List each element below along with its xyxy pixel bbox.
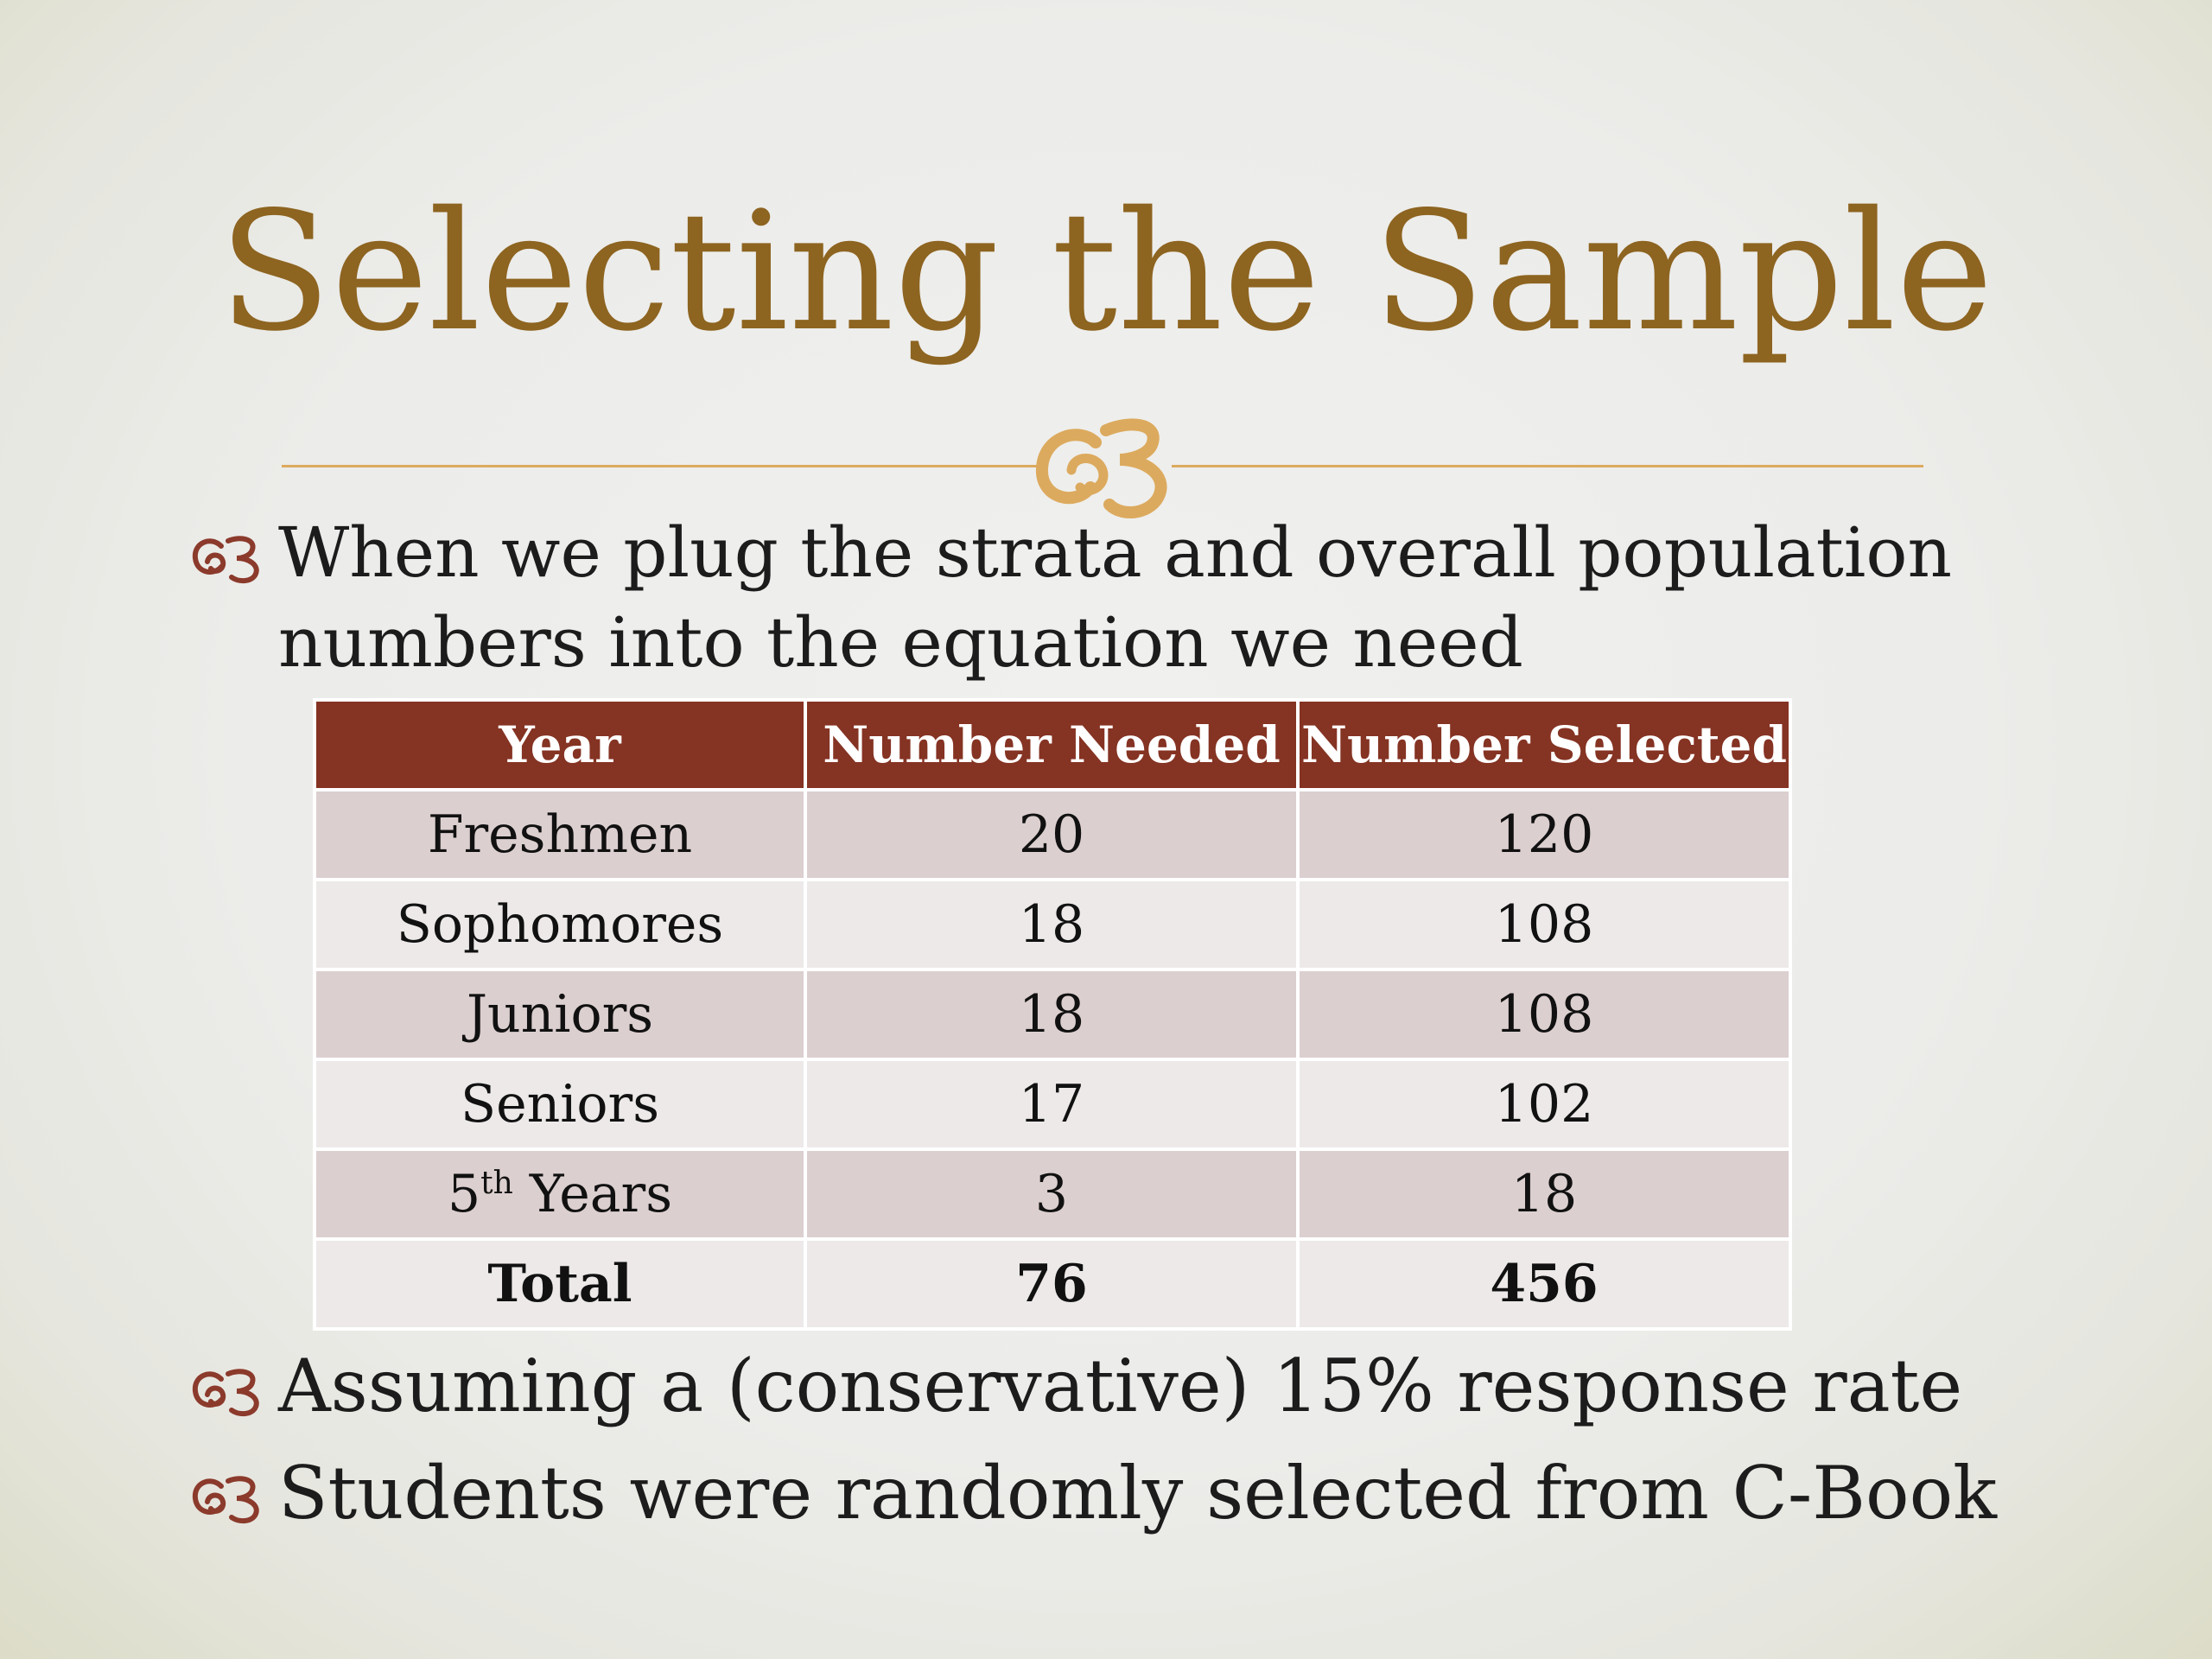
cell-selected: 102: [1298, 1059, 1790, 1149]
bullet-strata: [190, 508, 2091, 688]
year-number: 5: [447, 1164, 481, 1224]
title-divider-left: [282, 465, 1042, 467]
title-divider-right: [1172, 465, 1923, 467]
table-header-row: [315, 700, 1790, 790]
bullet-strata-line1: When we plug the strata and overall population: [278, 512, 1953, 593]
cell-needed: 20: [805, 790, 1298, 880]
cell-needed: 18: [805, 880, 1298, 969]
bullet-strata-line2: numbers into the equation we need: [278, 602, 1523, 683]
table-row: [315, 880, 1790, 969]
table-row: [315, 1059, 1790, 1149]
header-number-selected: Number Selected: [1298, 700, 1790, 790]
bullet-random-selection-text: Students were randomly selected from C-Book: [278, 1451, 1998, 1535]
cell-year: [315, 1149, 805, 1239]
bullet-response-rate-text: Assuming a (conservative) 15% response rate: [278, 1344, 1963, 1428]
cell-selected: 108: [1298, 969, 1790, 1059]
cell-selected: 108: [1298, 880, 1790, 969]
cell-needed: 17: [805, 1059, 1298, 1149]
bullet-flourish-icon: [190, 1472, 264, 1524]
table-row: [315, 1149, 1790, 1239]
table-row: [315, 790, 1790, 880]
bullet-response-rate: [190, 1341, 2091, 1431]
table-total-row: [315, 1239, 1790, 1329]
cell-year: Juniors: [315, 969, 805, 1059]
bullet-random-selection: [190, 1448, 2091, 1538]
header-year: Year: [315, 700, 805, 790]
cell-year: Seniors: [315, 1059, 805, 1149]
year-suffix: th: [480, 1166, 513, 1201]
header-number-needed: Number Needed: [805, 700, 1298, 790]
cell-needed: 3: [805, 1149, 1298, 1239]
total-needed: 76: [805, 1239, 1298, 1329]
slide-title: Selecting the Sample: [219, 176, 1993, 367]
cell-selected: 120: [1298, 790, 1790, 880]
cell-year: Sophomores: [315, 880, 805, 969]
table-row: [315, 969, 1790, 1059]
cell-needed: 18: [805, 969, 1298, 1059]
cell-selected: 18: [1298, 1149, 1790, 1239]
bullet-flourish-icon: [190, 532, 264, 584]
cell-year: Freshmen: [315, 790, 805, 880]
total-selected: 456: [1298, 1239, 1790, 1329]
year-word: Years: [529, 1164, 673, 1224]
total-label: Total: [315, 1239, 805, 1329]
bullet-flourish-icon: [190, 1365, 264, 1417]
sample-table: [313, 698, 1792, 1331]
